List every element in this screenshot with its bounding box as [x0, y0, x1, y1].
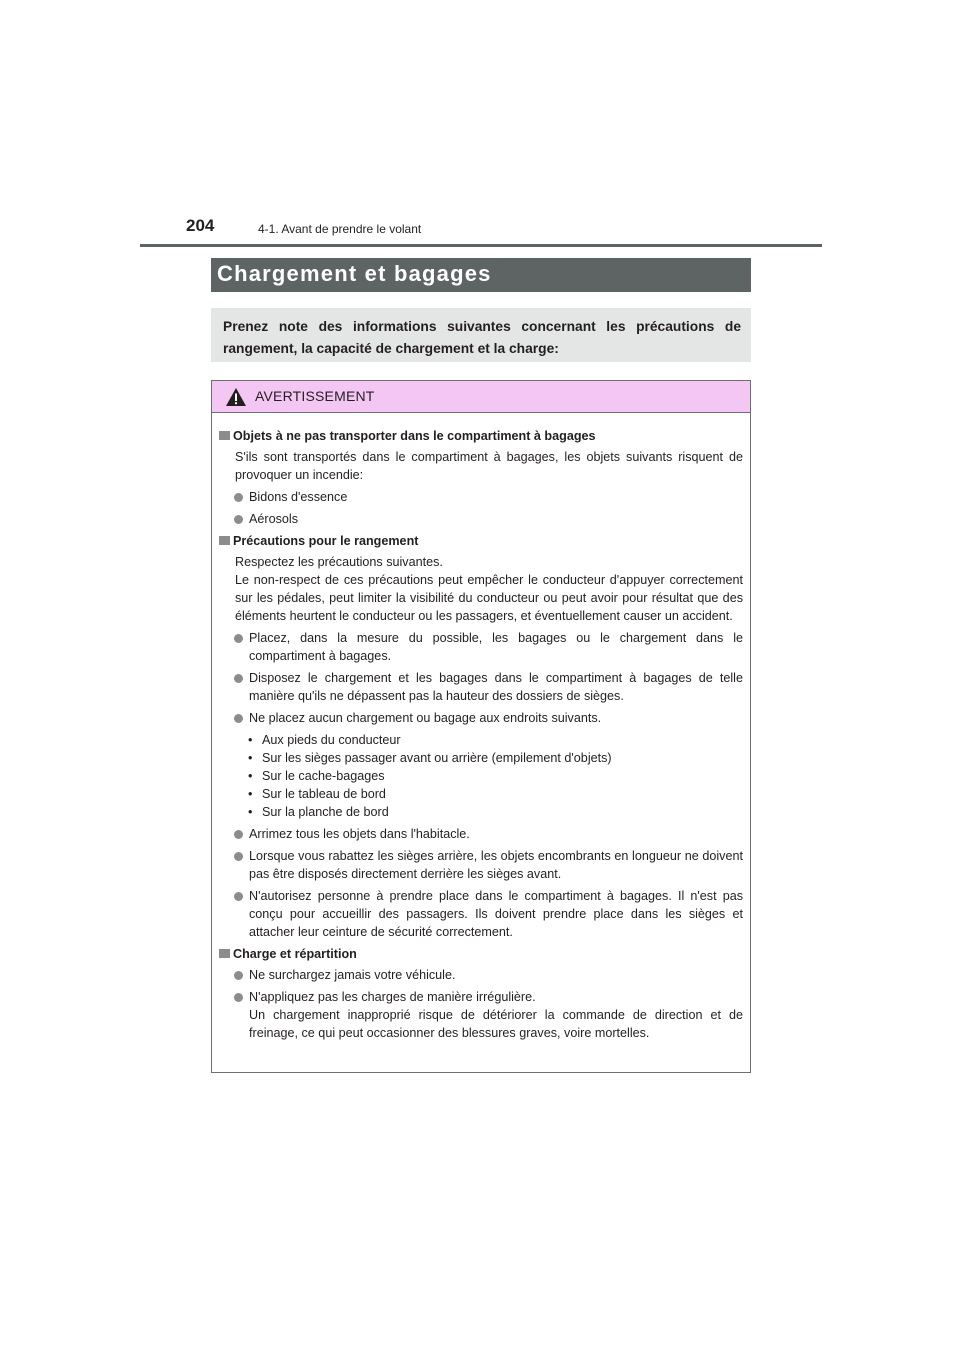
header-divider [140, 244, 822, 247]
round-bullet-icon [234, 830, 243, 839]
list-item-text: Placez, dans la mesure du possible, les bagages ou le chargement dans le compartiment à bagages. [249, 631, 743, 663]
sub-list-item [217, 767, 743, 785]
page-number: 204 [186, 216, 215, 235]
sub-list [217, 731, 743, 821]
list-item-content [249, 988, 743, 1042]
list-item [217, 629, 743, 665]
warning-triangle-icon [225, 387, 247, 407]
list-item [217, 488, 743, 506]
heading-text: Charge et répartition [233, 947, 357, 961]
warning-box [211, 380, 751, 1073]
sub-list-item-text: Sur le tableau de bord [262, 787, 386, 801]
list-item-text: Ne surchargez jamais votre véhicule. [249, 968, 456, 982]
sub-bullet-marker: • [248, 787, 253, 801]
list-item [217, 669, 743, 705]
round-bullet-icon [234, 993, 243, 1002]
sub-list-item-text: Aux pieds du conducteur [262, 733, 401, 747]
sub-bullet-marker: • [248, 751, 253, 765]
round-bullet-icon [234, 634, 243, 643]
list-item [217, 825, 743, 843]
list-item-text: N'appliquez pas les charges de manière irrégulière. [249, 990, 536, 1004]
sub-list-item [217, 749, 743, 767]
warning-paragraph: Respectez les précautions suivantes. [235, 555, 443, 569]
list-item-text: N'autorisez personne à prendre place dans le compartiment à bagages. Il n'est pas conçu pour accueillir des passagers. Ils doivent prendre place dans les sièges et attacher leur ceinture de sécurité correctement. [249, 889, 743, 939]
sub-bullet-marker: • [248, 769, 253, 783]
section-title: Chargement et bagages [211, 258, 751, 292]
warning-title: AVERTISSEMENT [255, 388, 375, 404]
list-item-text: Ne placez aucun chargement ou bagage aux endroits suivants. [249, 711, 602, 725]
list-item [217, 966, 743, 984]
square-bullet-icon [219, 536, 230, 545]
sub-bullet-marker: • [248, 805, 253, 819]
list-item [217, 988, 743, 1042]
sub-list-item-text: Sur les sièges passager avant ou arrière (empilement d'objets) [262, 751, 612, 765]
sub-list-item-text: Sur le cache-bagages [262, 769, 385, 783]
heading-text: Objets à ne pas transporter dans le compartiment à bagages [233, 429, 596, 443]
list-item-note: Un chargement inapproprié risque de détériorer la commande de direction et de freinage, ce qui peut occasionner des blessures graves, voire mortelles. [249, 1008, 743, 1040]
sub-list-item-text: Sur la planche de bord [262, 805, 389, 819]
list-item-text: Lorsque vous rabattez les sièges arrière, les objets encombrants en longueur ne doivent pas être disposés directement derrière les sièges avant. [249, 849, 743, 881]
heading-text: Précautions pour le rangement [233, 534, 419, 548]
warning-paragraph: Le non-respect de ces précautions peut empêcher le conducteur d'appuyer correctement sur les pédales, peut limiter la visibilité du conducteur ou peut avoir pour résultat que des éléments heurtent le conducteur ou les passagers, et éventuellement causer un accident. [235, 573, 743, 623]
sub-list-item [217, 731, 743, 749]
list-item-text: Disposez le chargement et les bagages dans le compartiment à bagages de telle manière qu'ils ne dépassent pas la hauteur des dossiers de sièges. [249, 671, 743, 703]
warning-content [212, 413, 750, 1042]
sub-list-item [217, 803, 743, 821]
list-item [217, 887, 743, 941]
warning-header [212, 381, 750, 413]
warning-heading [217, 532, 743, 550]
round-bullet-icon [234, 674, 243, 683]
list-item-text: Bidons d'essence [249, 490, 348, 504]
round-bullet-icon [234, 852, 243, 861]
round-bullet-icon [234, 714, 243, 723]
sub-list-item [217, 785, 743, 803]
list-item-text: Aérosols [249, 512, 298, 526]
round-bullet-icon [234, 971, 243, 980]
warning-heading [217, 427, 743, 445]
list-item [217, 709, 743, 727]
round-bullet-icon [234, 515, 243, 524]
intro-box [211, 308, 751, 362]
round-bullet-icon [234, 493, 243, 502]
intro-text: Prenez note des informations suivantes concernant les précautions de rangement, la capacité de chargement et la charge: [223, 319, 741, 356]
running-header: 4-1. Avant de prendre le volant [258, 222, 422, 236]
round-bullet-icon [234, 892, 243, 901]
list-item [217, 510, 743, 528]
list-item-text: Arrimez tous les objets dans l'habitacle. [249, 827, 470, 841]
warning-paragraph: S'ils sont transportés dans le compartiment à bagages, les objets suivants risquent de provoquer un incendie: [235, 450, 743, 482]
list-item [217, 847, 743, 883]
square-bullet-icon [219, 431, 230, 440]
square-bullet-icon [219, 949, 230, 958]
warning-heading [217, 945, 743, 963]
sub-bullet-marker: • [248, 733, 253, 747]
